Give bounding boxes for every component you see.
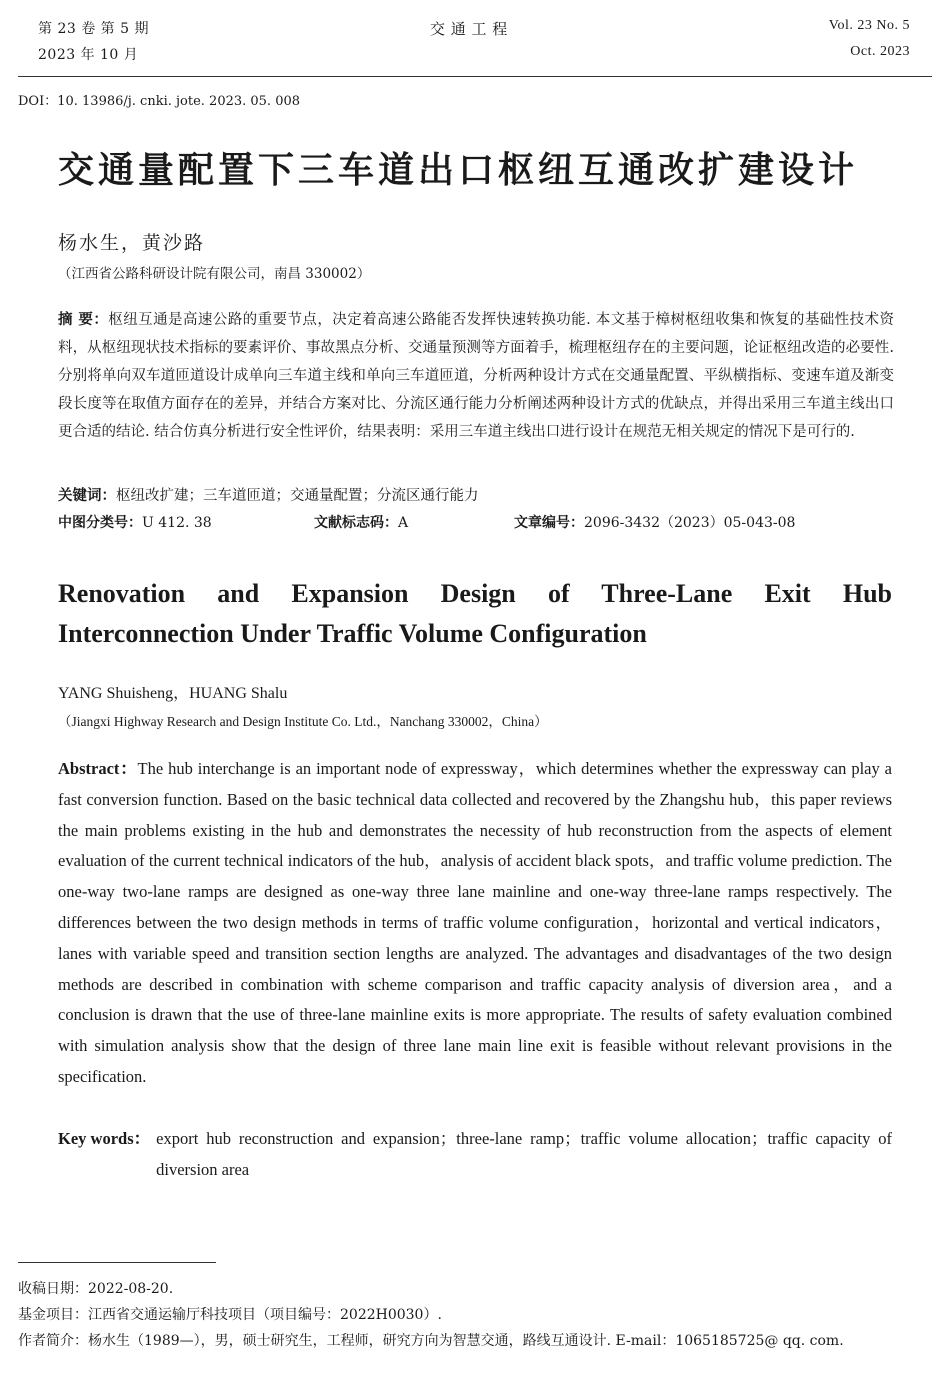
keywords-en-label: Key words：: [58, 1129, 151, 1148]
header-journal-name: 交 通 工 程: [430, 20, 508, 38]
affiliation-cn: （江西省公路科研设计院有限公司，南昌 330002）: [58, 266, 371, 282]
header-date-en: Oct. 2023: [850, 44, 910, 59]
keywords-cn-label: 关键词：: [58, 488, 116, 504]
abstract-cn-text: 枢纽互通是高速公路的重要节点，决定着高速公路能否发挥快速转换功能. 本文基于樟树枢纽收集和恢复的基础性技术资料，从枢纽现状技术指标的要素评价、事故黑点分析、交通量预测等方面着手，梳理枢纽存在的主要问题，论证枢纽改造的必要性. 分别将单向双车道匝道设计成单向三车道主线和单向三车道匝道，分析两种设计方式在交通量配置、平纵横指标、变速车道及渐变段长度等在取值方面存在的差异，并结合方案对比、分流区通行能力分析阐述两种设计方式的优缺点，并得出采用三车道主线出口更合适的结论. 结合仿真分析进行安全性评价，结果表明：采用三车道主线出口进行设计在规范无相关规定的情况下是可行的.: [58, 312, 894, 440]
title-en-line2: Interconnection Under Traffic Volume Configuration: [58, 619, 647, 648]
footnote-rule: [18, 1262, 216, 1263]
keywords-cn-text: 枢纽改扩建；三车道匝道；交通量配置；分流区通行能力: [116, 488, 479, 504]
doc-code-label: 文献标志码：: [314, 515, 398, 531]
keywords-en: [58, 1124, 892, 1186]
clc-label: 中图分类号：: [58, 515, 142, 531]
footnote-author-bio: 作者简介：杨水生（1989—），男，硕士研究生，工程师，研究方向为智慧交通，路线互通设计. E-mail：1065185725@ qq. com.: [18, 1333, 844, 1349]
keywords-cn: [58, 484, 479, 505]
title-en: [58, 574, 892, 654]
abstract-en-text: The hub interchange is an important node of expressway，which determines whether the expressway can play a fast conversion function. Based on the basic technical data collected and recovered by the Zhangshu hub，this paper reviews the main problems existing in the hub and demonstrates the necessity of hub reconstruction from the aspects of element evaluation of the current technical indicators of the hub，analysis of accident black spots，and traffic volume prediction. The one-way two-lane ramps are designed as one-way three lane mainline and one-way three-lane ramps respectively. The differences between the two design methods in terms of traffic volume configuration，horizontal and vertical indicators，lanes with variable speed and transition section lengths are analyzed. The advantages and disadvantages of the two design methods are described in combination with scheme comparison and traffic capacity analysis of diversion area，and a conclusion is drawn that the use of three-lane mainline exits is more appropriate. The results of safety evaluation combined with simulation analysis show that the design of three lane main line exit is feasible without relevant provisions in the specification.: [58, 759, 893, 1086]
clc-number: [58, 512, 212, 532]
affiliation-en: （Jiangxi Highway Research and Design Institute Co. Ltd.，Nanchang 330002，China）: [58, 714, 548, 729]
keywords-en-text: export hub reconstruction and expansion；three-lane ramp；traffic volume allocation；traffic capacity of diversion area: [156, 1129, 892, 1179]
authors-en: YANG Shuisheng，HUANG Shalu: [58, 685, 288, 702]
abstract-cn-label: 摘 要：: [58, 312, 109, 328]
title-en-line1: Renovation and Expansion Design of Three-Lane Exit Hub: [58, 579, 892, 608]
doc-code-value: A: [398, 515, 409, 531]
article-number-label: 文章编号：: [514, 515, 584, 531]
doi: DOI：10. 13986/j. cnki. jote. 2023. 05. 008: [18, 94, 301, 109]
header-date-cn: 2023 年 10 月: [38, 47, 139, 63]
header-volume-en: Vol. 23 No. 5: [828, 18, 910, 33]
article-number-value: 2096-3432（2023）05-043-08: [584, 515, 796, 531]
clc-value: U 412. 38: [142, 515, 212, 531]
abstract-en: [58, 754, 892, 1093]
abstract-en-label: Abstract：: [58, 759, 138, 778]
header-rule: [18, 76, 932, 77]
footnote-received: 收稿日期：2022-08-20.: [18, 1281, 174, 1297]
title-cn: 交通量配置下三车道出口枢纽互通改扩建设计: [58, 150, 859, 191]
footnote-fund: 基金项目：江西省交通运输厅科技项目（项目编号：2022H0030）.: [18, 1307, 442, 1323]
article-number: [514, 512, 795, 532]
header-volume-cn: 第 23 卷 第 5 期: [38, 21, 149, 37]
doc-code: [314, 512, 408, 532]
authors-cn: 杨水生，黄沙路: [58, 232, 206, 254]
abstract-cn: [58, 306, 894, 446]
